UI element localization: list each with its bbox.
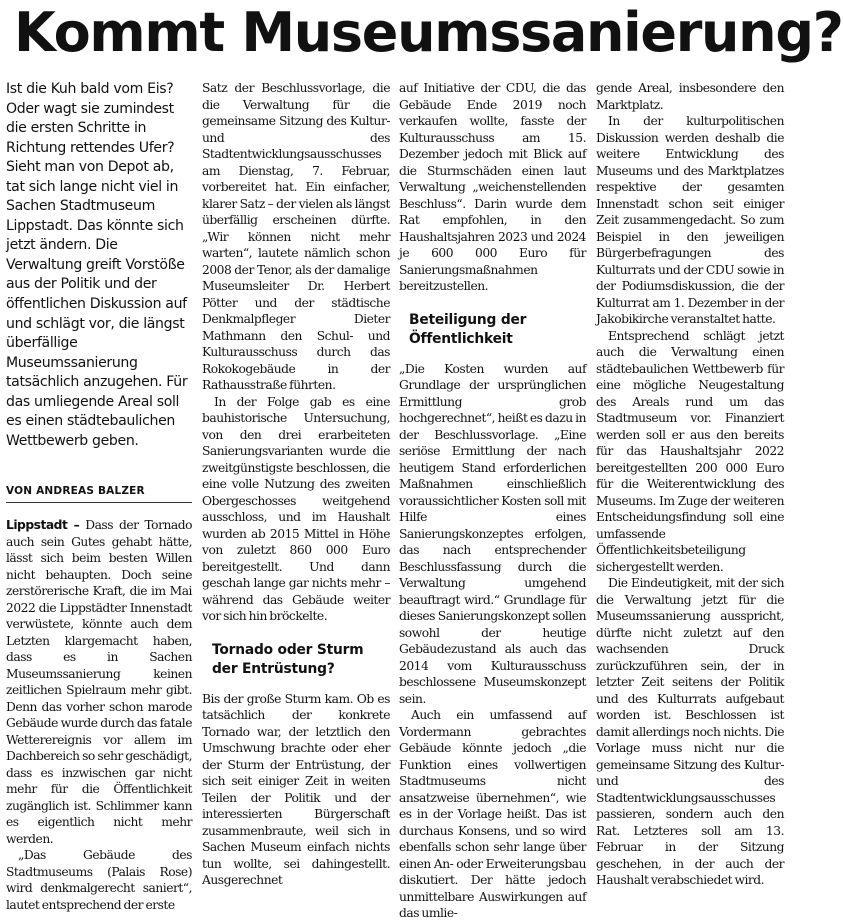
column-4 [596, 80, 784, 885]
headline: Kommt Museumssanierung? [14, 1, 843, 64]
teaser: Ist die Kuh bald vom Eis? Oder wagt sie zumindest die ersten Schritte in Richtung rettendes Ufer? Sieht man von Depot ab, tat sich lange nicht viel in Sachen Stadtmuseum Lippstadt. Das könnte sich jetzt ändern. Die Verwaltung greift Vorstöße aus der Politik und der öffentlichen Diskussion auf und schlägt vor, die längst überfällige Museumssanierung tatsächlich anzugehen. Für das umliegende Areal soll es einen städtebaulichen Wettbewerb geben. [6, 81, 188, 449]
body-paragraph: Entsprechend schlägt jetzt auch die Verwaltung einen städtebaulichen Wettbewerb für eine mögliche Neugestaltung des Areals rund um das Stadtmuseum vor. Finanziert werden soll er aus den bereits für das Haushaltsjahr 2022 bereitgestellten 200 000 Euro für die Weiterentwicklung des Museums. Im Zuge der weiteren Entscheidungsfindung soll eine umfassende Öffentlichkeitsbeteiligung sichergestellt werden. [596, 328, 784, 574]
column-1 [6, 80, 192, 912]
subheading: Beteiligung der Öffentlichkeit [409, 311, 527, 347]
body-paragraph: In der kulturpolitischen Diskussion werden deshalb die weitere Entwicklung des Museums und des Marktplatzes respektive der gesamten Innenstadt schon seit einiger Zeit zusammengedacht. So zum Beispiel in den jeweiligen Bürgerbefragungen des Kulturrats und der CDU sowie in der Podiumsdiskussion, die der Kulturrat am 1. Dezember in der Jakobikirche veranstaltet hatte. [596, 114, 784, 326]
column-3 [399, 80, 586, 920]
body-paragraph: Bis der große Sturm kam. Ob es tatsächlich der konkrete Tornado war, der letztlich den Umschwung brachte oder eher der Sturm der Entrüstung, der sich seit einiger Zeit in weiten Teilen der Politik und der interessierten Bürgerschaft zusammenbraute, weil sich in Sachen Museum einfach nichts tun wollte, sei dahingestellt. Ausgerechnet [202, 691, 390, 887]
body-paragraph: auf Initiative der CDU, die das Gebäude Ende 2019 noch verkaufen wollte, fasste der Kulturausschuss am 15. Dezember jedoch mit Blick auf die Sturmschäden einen laut Verwaltung „weichenstellenden Beschluss“. Darin wurde dem Rat empfohlen, in den Haushaltsjahren 2023 und 2024 je 600 000 Euro für Sanierungsmaßnahmen bereitzustellen. [399, 81, 586, 293]
dateline: Lippstadt – [6, 518, 80, 533]
body-paragraph: Satz der Beschlussvorlage, die die Verwaltung für die gemeinsame Sitzung des Kultur- und des Stadtentwicklungsausschusses am Dienstag, 7. Februar, vorbereitet hat. Ein einfacher, klarer Satz – der vielen als längst überfällig erscheinen dürfte. „Wir können nicht mehr warten“, lautete nämlich schon 2008 der Tenor, als der damalige Museumsleiter Dr. Herbert Pötter und der städtische Denkmalpfleger Dieter Mathmann den Schul- und Kulturausschuss durch das Rokokogebäude in der Rathausstraße führten. [202, 81, 390, 392]
body-paragraph: Die Eindeutigkeit, mit der sich die Verwaltung jetzt für die Museumssanierung ausspricht, dürfte nicht zuletzt auf den wachsenden Druck zurückzuführen sein, der in letzter Zeit seitens der Politik und des Kulturrats aufgebaut worden ist. Beschlossen ist damit allerdings noch nichts. Die Vorlage muss nicht nur die gemeinsame Sitzung des Kultur- und des Stadtentwicklungsausschusses passieren, sondern auch den Rat. Letzteres soll am 13. Februar in der Sitzung geschehen, in der auch der Haushalt verabschiedet wird. [596, 576, 784, 887]
body-paragraph: gende Areal, insbesondere den Marktplatz. [596, 81, 784, 112]
subheading: Tornado oder Sturm der Entrüstung? [212, 641, 364, 677]
column-2 [202, 80, 390, 885]
body-text: Dass der Tornado auch sein Gutes gehabt hätte, lässt sich beim besten Willen nicht behaupten. Doch seine zerstörerische Kraft, die im Mai 2022 die Lippstädter Innenstadt verwüstete, könnte auch dem Letzten klargemacht haben, dass es in Sachen Museumssanierung keinen zeitlichen Spielraum mehr gibt. Denn das vorher schon marode Gebäude wurde durch das fatale Wetterereignis vor allem im Dachbereich so sehr geschädigt, dass es inzwischen gar nicht mehr für die Öffentlichkeit zugänglich ist. Schlimmer kann es eigentlich nicht mehr werden. [6, 518, 192, 846]
body-paragraph: Auch ein umfassend auf Vordermann gebrachtes Gebäude könnte jedoch „die Funktion eines vollwertigen Stadtmuseums nicht ansatzweise übernehmen“, wie es in der Vorlage heißt. Das ist durchaus Konsens, und so wird ebenfalls schon sehr lange über einen An- oder Erweiterungsbau diskutiert. Der hätte jedoch unmittelbare Auswirkungen auf das umlie- [399, 708, 586, 920]
body-paragraph: „Das Gebäude des Stadtmuseums (Palais Rose) wird denkmalgerecht saniert“, lautet entsprechend der erste [6, 848, 192, 912]
body-paragraph: In der Folge gab es eine bauhistorische Untersuchung, von den drei erarbeiteten Sanierungsvarianten wurde die zweitgünstigste beschlossen, die eine volle Nutzung des zweiten Obergeschosses weitgehend ausschloss, und im Haushalt wurden ab 2015 Mittel in Höhe von zuletzt 860 000 Euro bereitgestellt. Und dann geschah lange gar nichts mehr – während das Gebäude weiter vor sich hin bröckelte. [202, 394, 390, 623]
byline: VON ANDREAS BALZER [6, 485, 192, 503]
body-paragraph: „Die Kosten wurden auf Grundlage der ursprünglichen Ermittlung grob hochgerechnet“, heißt es dazu in der Beschlussvorlage. „Eine seriöse Ermittlung der nach heutigem Stand erforderlichen Maßnahmen einschließlich voraussichtlicher Kosten soll mit Hilfe eines Sanierungskonzeptes erfolgen, das nach entsprechender Beschlussfassung durch die Verwaltung umgehend beauftragt wird.“ Grundlage für dieses Sanierungskonzept sollen sowohl der heutige Gebäudezustand als auch das 2014 vom Kulturausschuss beschlossene Museumskonzept sein. [399, 361, 586, 706]
body-paragraph [6, 517, 192, 847]
